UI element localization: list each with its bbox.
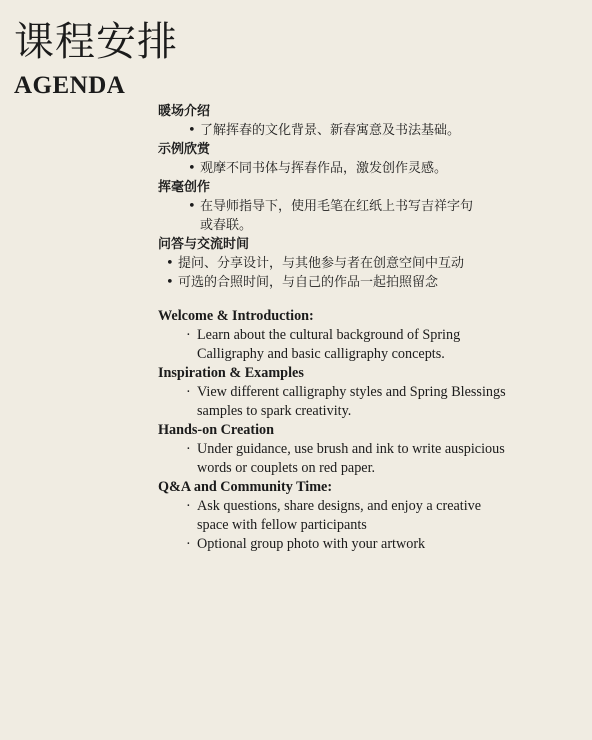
section-heading: Hands-on Creation [158, 422, 275, 438]
bullet: • [166, 256, 174, 271]
list-item-line: Ask questions, share designs, and enjoy a creative [197, 498, 482, 514]
list-item [158, 197, 578, 216]
page-title-english: AGENDA [14, 72, 126, 99]
list-item [158, 159, 578, 178]
section-heading: 问答与交流时间 [158, 237, 250, 252]
list-item-text: 观摩不同书体与挥春作品，激发创作灵感。 [200, 161, 448, 176]
section-heading: Inspiration & Examples [158, 365, 304, 381]
agenda-chinese [158, 102, 578, 292]
list-item-text: 可选的合照时间，与自己的作品一起拍照留念 [178, 275, 439, 290]
list-item-continuation [158, 216, 578, 235]
list-item-line: samples to spark creativity. [197, 403, 352, 419]
bullet: · [186, 384, 191, 400]
list-item-text: 在导师指导下，使用毛笔在红纸上书写吉祥字句 [200, 199, 474, 214]
list-item-text: 提问、分享设计，与其他参与者在创意空间中互动 [178, 256, 465, 271]
bullet: · [186, 498, 191, 514]
list-item [158, 326, 578, 364]
list-item [158, 383, 578, 421]
list-item [158, 497, 578, 535]
list-item-line: Optional group photo with your artwork [197, 536, 426, 552]
list-item-line: Learn about the cultural background of Spring [197, 327, 461, 343]
section-heading: Welcome & Introduction: [158, 308, 314, 324]
bullet: • [188, 123, 196, 138]
section-heading: 挥毫创作 [158, 180, 211, 195]
bullet: · [186, 441, 191, 457]
list-item [158, 121, 578, 140]
list-item [158, 273, 578, 292]
list-item [158, 535, 578, 554]
list-item [158, 440, 578, 478]
list-item-line: Under guidance, use brush and ink to write auspicious [197, 441, 505, 457]
bullet: · [186, 327, 191, 343]
section-heading: Q&A and Community Time: [158, 479, 333, 495]
section-heading: 示例欣赏 [158, 142, 211, 157]
list-item-line: Calligraphy and basic calligraphy concepts. [197, 346, 445, 362]
agenda-english [158, 307, 578, 554]
bullet: • [166, 275, 174, 290]
bullet: • [188, 199, 196, 214]
list-item-text: 了解挥春的文化背景、新春寓意及书法基础。 [200, 123, 461, 138]
page-title-chinese: 课程安排 [14, 19, 178, 65]
bullet: · [186, 536, 191, 552]
list-item-line: View different calligraphy styles and Spring Blessings [197, 384, 506, 400]
list-item-line: words or couplets on red paper. [197, 460, 376, 476]
list-item-text: 或春联。 [200, 218, 253, 233]
list-item-line: space with fellow participants [197, 517, 367, 533]
bullet: • [188, 161, 196, 176]
list-item [158, 254, 578, 273]
section-heading: 暖场介绍 [158, 104, 211, 119]
